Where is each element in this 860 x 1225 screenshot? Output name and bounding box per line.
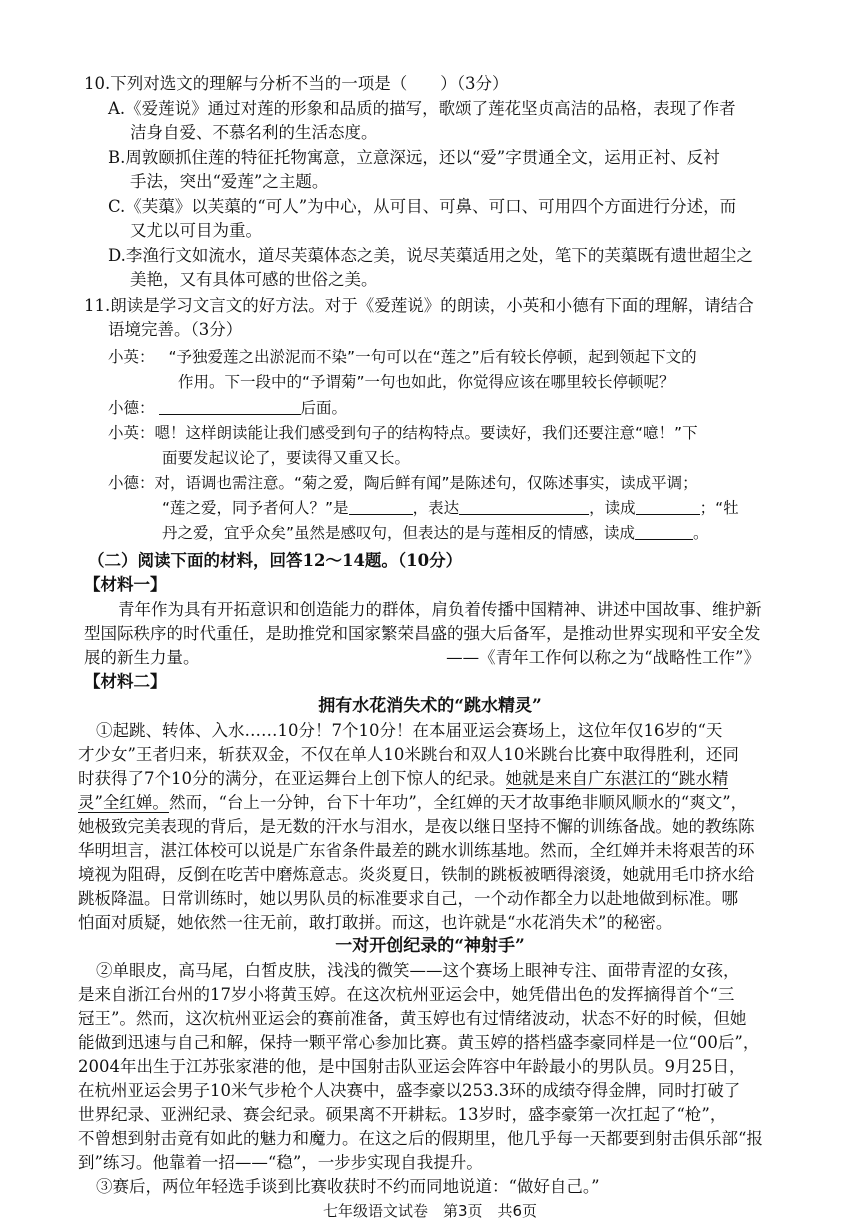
paragraph-text: 然而，“台上一分钟，台下十年功”，全红婵的天才故事绝非顺风顺水的“爽文”， [168, 793, 748, 812]
paragraph-2-line9: 到”练习。他靠着一招——“稳”，一步步实现自我提升。 [78, 1153, 483, 1172]
dialogue-de-1 [108, 396, 347, 420]
dialogue-ying-2: 小英：嗯！这样朗读能让我们感受到句子的结构特点。要读好，我们还要注意“噫！”下 [108, 424, 698, 442]
paragraph-2-line7: 世界纪录、亚洲纪录、赛会纪录。硕果离不开耕耘。13岁时，盛李豪第一次扛起了“枪”， [78, 1105, 727, 1124]
q10-option-a-line1: A.《爱莲说》通过对莲的形象和品质的描写，歌颂了莲花坚贞高洁的品格，表现了作者 [108, 99, 736, 118]
q10-option-c-line1: C.《芙蕖》以芙蕖的“可人”为中心，从可目、可鼻、可口、可用四个方面进行分述，而 [108, 197, 737, 216]
material-1-source: ——《青年工作何以称之为“战略性工作”》 [446, 648, 760, 667]
answer-blank-1[interactable] [159, 398, 301, 415]
paragraph-1-line2: 才少女”王者归来，斩获双金，不仅在单人10米跳台和双人10米跳台比赛中取得胜利，还同 [78, 745, 739, 764]
material-1-label: 【材料一】 [84, 575, 167, 594]
q10-option-d-line1: D.李渔行文如流水，道尽芙蕖体态之美，说尽芙蕖适用之处，笔下的芙蕖既有遗世超尘之 [108, 246, 753, 265]
paragraph-2-line2: 是来自浙江台州的17岁小将黄玉婷。在这次杭州亚运会中，她凭借出色的发挥摘得首个“三 [78, 985, 735, 1004]
paragraph-2-line1: ②单眼皮，高马尾，白皙皮肤，浅浅的微笑——这个赛场上眼神专注、面带青涩的女孩， [96, 961, 740, 980]
dialogue-ying-1-cont: 作用。下一段中的“予谓菊”一句也如此，你觉得应该在哪里较长停顿呢？ [178, 373, 675, 391]
q10-option-a-line2: 洁身自爱、不慕名利的生活态度。 [130, 123, 378, 142]
dialogue-de-2-line3 [162, 521, 709, 545]
q11-stem-line1: 11.朗读是学习文言文的好方法。对于《爱莲说》的朗读，小英和小德有下面的理解，请结合 [84, 296, 754, 315]
paragraph-2-line8: 不曾想到射击竟有如此的魅力和魔力。在这之后的假期里，他几乎每一天都要到射击俱乐部“报 [78, 1129, 763, 1148]
answer-blank-2[interactable] [349, 498, 413, 515]
article-subtitle-2: 一对开创纪录的“神射手” [335, 936, 525, 956]
dialogue-ying-2-cont: 面要发起议论了，要读得又重又长。 [162, 449, 411, 467]
material-2-label: 【材料二】 [84, 672, 167, 691]
paragraph-1-line6: 华明坦言，湛江体校可以说是广东省条件最差的跳水训练基地。然而，全红婵并未将艰苦的环 [78, 841, 755, 860]
dialogue-ying-1 [108, 345, 697, 369]
dialogue-de-2-line2 [162, 496, 739, 520]
dialogue-text: 。 [693, 524, 709, 542]
q11-stem-line2: 语境完善。（3分） [108, 320, 243, 339]
article-subtitle-1: 拥有水花消失术的“跳水精灵” [318, 696, 542, 716]
answer-blank-3[interactable] [459, 498, 589, 515]
q10-stem: 10.下列对选文的理解与分析不当的一项是（ ）（3分） [84, 74, 509, 93]
paragraph-1-line4 [78, 791, 747, 815]
material-1-line2: 型国际秩序的时代重任，是助推党和国家繁荣昌盛的强大后备军，是推动世界实现和平安全发 [84, 624, 761, 643]
q10-option-d-line2: 美艳，又有具体可感的世俗之美。 [130, 270, 378, 289]
paragraph-1-line1: ①起跳、转体、入水……10分！7个10分！在本届亚运会赛场上，这位年仅16岁的“天 [96, 721, 723, 740]
dialogue-text: 丹之爱，宜乎众矣”虽然是感叹句，但表达的是与莲相反的情感，读成 [162, 524, 636, 542]
dialogue-text: ，读成 [589, 499, 636, 517]
dialogue-ying-1-text: “予独爱莲之出淤泥而不染”一句可以在“莲之”后有较长停顿，起到领起下文的 [168, 348, 697, 366]
paragraph-2-line6: 在杭州亚运会男子10米气步枪个人决赛中，盛李豪以253.3环的成绩夺得金牌，同时打破了 [78, 1081, 741, 1100]
answer-blank-4[interactable] [636, 498, 700, 515]
answer-blank-5[interactable] [635, 523, 693, 540]
paragraph-2-line5: 2004年出生于江苏张家港的他，是中国射击队亚运会阵容中年龄最小的男队员。9月25日， [78, 1057, 746, 1076]
underlined-sentence: 她就是来自广东湛江的“跳水精 [505, 769, 729, 788]
material-1-line3: 展的新生力量。 [84, 648, 200, 667]
paragraph-3-line1: ③赛后，两位年轻选手谈到比赛收获时不约而同地说道：“做好自己。” [96, 1177, 600, 1196]
paragraph-1-line8: 跳板降温。日常训练时，她以男队员的标准要求自己，一个动作都全力以赴地做到标准。哪 [78, 889, 738, 908]
q10-option-c-line2: 又尤以可目为重。 [130, 221, 262, 240]
speaker-de: 小德： [108, 399, 155, 417]
dialogue-de-1-text: 后面。 [300, 399, 348, 417]
dialogue-text: ；“牡 [699, 499, 739, 517]
paragraph-1-line5: 她极致完美表现的背后，是无数的汗水与泪水，是夜以继日坚持不懈的训练备战。她的教练陈 [78, 817, 755, 836]
paragraph-text: 时获得了7个10分的满分，在亚运舞台上创下惊人的纪录。 [78, 769, 506, 788]
paragraph-1-line3 [78, 767, 728, 791]
material-1-line1: 青年作为具有开拓意识和创造能力的群体，肩负着传播中国精神、讲述中国故事、维护新 [118, 600, 762, 619]
page-footer: 七年级语文试卷 第3页 共6页 [322, 1202, 538, 1220]
speaker-ying: 小英： [108, 348, 155, 366]
dialogue-de-2: 小德：对，语调也需注意。“菊之爱，陶后鲜有闻”是陈述句，仅陈述事实，读成平调； [108, 474, 698, 492]
q10-option-b-line2: 手法，突出“爱莲”之主题。 [130, 172, 329, 191]
q10-option-b-line1: B.周敦颐抓住莲的特征托物寓意，立意深远，还以“爱”字贯通全文，运用正衬、反衬 [108, 148, 720, 167]
underlined-sentence: 灵”全红婵。 [78, 793, 169, 812]
paragraph-1-line9: 怕面对质疑，她依然一往无前，敢打敢拼。而这，也许就是“水花消失术”的秘密。 [78, 913, 673, 932]
dialogue-text: ，表达 [412, 499, 460, 517]
paragraph-2-line3: 冠王”。然而，这次杭州亚运会的赛前准备，黄玉婷也有过情绪波动，状态不好的时候，但她 [78, 1009, 747, 1028]
dialogue-text: “莲之爱，同予者何人？”是 [162, 499, 349, 517]
paragraph-2-line4: 能做到迅速与自己和解，保持一颗平常心参加比赛。黄玉婷的搭档盛李豪同样是一位“00后”， [78, 1033, 760, 1052]
section-heading: （二）阅读下面的材料，回答12～14题。（10分） [88, 551, 463, 570]
paragraph-1-line7: 境视为阻碍，反倒在吃苦中磨炼意志。炎炎夏日，铁制的跳板被晒得滚烫，她就用毛巾挤水给 [78, 865, 755, 884]
